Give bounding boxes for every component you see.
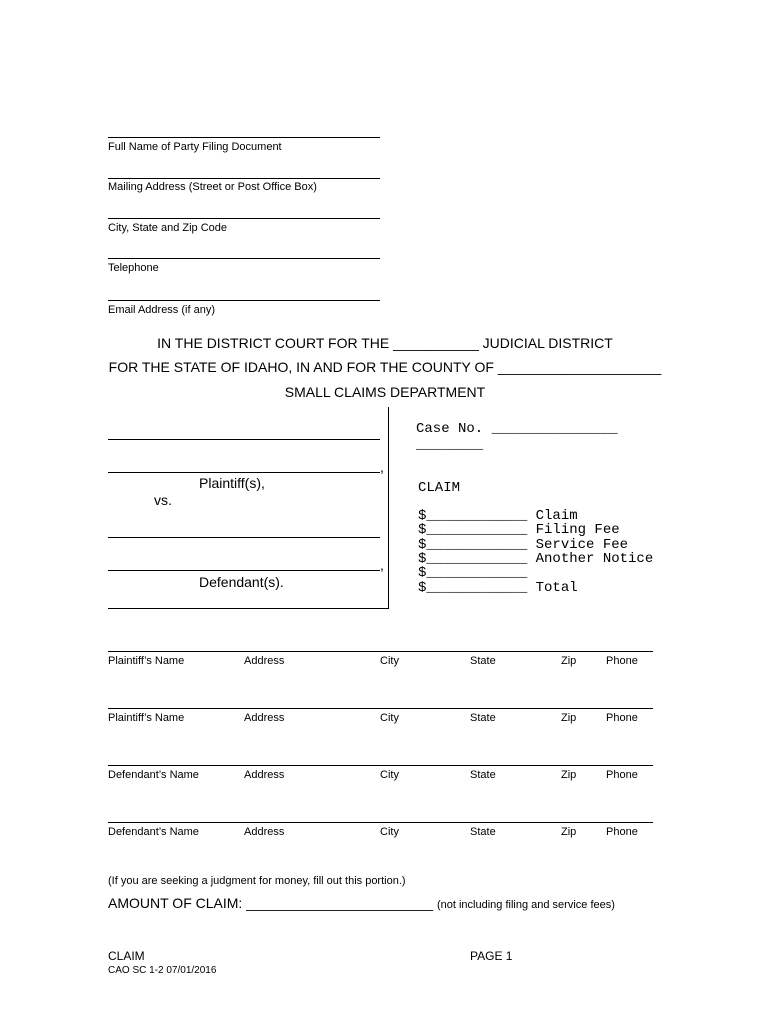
name-label: Plaintiff’s Name — [108, 712, 185, 724]
address-label: Address — [244, 712, 285, 724]
full-name-label: Full Name of Party Filing Document — [108, 141, 282, 153]
zip-label: Zip — [561, 826, 577, 838]
party-row-line[interactable] — [108, 651, 653, 652]
address-label: Address — [244, 769, 285, 781]
versus-label: vs. — [154, 492, 172, 508]
total-field[interactable]: $____________ Total — [418, 580, 578, 596]
court-header-line-1: IN THE DISTRICT COURT FOR THE ___________ JUDICIAL DISTRICT — [157, 335, 613, 351]
service-fee-field[interactable]: $____________ Service Fee — [418, 537, 629, 553]
telephone-label: Telephone — [108, 262, 159, 274]
zip-label: Zip — [561, 712, 577, 724]
email-label: Email Address (if any) — [108, 304, 215, 316]
court-header-line-3: SMALL CLAIMS DEPARTMENT — [284, 384, 486, 400]
filing-fee-field[interactable]: $____________ Filing Fee — [418, 522, 620, 538]
amount-note: (not including filing and service fees) — [436, 899, 615, 911]
case-number-field[interactable]: Case No. _______________ — [416, 421, 618, 437]
party-row-line[interactable] — [108, 708, 653, 709]
claim-amount-field[interactable]: $____________ Claim — [418, 508, 578, 524]
plaintiffs-label: Plaintiff(s), — [199, 475, 265, 491]
defendant-comma: , — [380, 557, 384, 573]
state-label: State — [470, 769, 496, 781]
amount-of-claim-row — [108, 895, 615, 911]
city-state-zip-line[interactable] — [108, 218, 380, 219]
mailing-address-line[interactable] — [108, 178, 380, 179]
plaintiff-comma: , — [380, 459, 384, 475]
city-state-zip-label: City, State and Zip Code — [108, 222, 228, 234]
phone-label: Phone — [606, 712, 638, 724]
footer-doc-title: CLAIM — [108, 949, 145, 963]
state-label: State — [470, 655, 496, 667]
city-label: City — [380, 769, 399, 781]
name-label: Defendant’s Name — [108, 769, 199, 781]
mailing-address-label: Mailing Address (Street or Post Office Box) — [108, 181, 317, 193]
phone-label: Phone — [606, 826, 638, 838]
plaintiff-line-2[interactable] — [108, 472, 380, 473]
address-label: Address — [244, 655, 285, 667]
extra-fee-field[interactable]: $____________ — [418, 565, 528, 581]
phone-label: Phone — [606, 655, 638, 667]
address-label: Address — [244, 826, 285, 838]
city-label: City — [380, 712, 399, 724]
defendant-line-1[interactable] — [108, 537, 380, 538]
caption-bottom-rule — [108, 608, 388, 609]
telephone-line[interactable] — [108, 258, 380, 259]
court-header-line-2: FOR THE STATE OF IDAHO, IN AND FOR THE COUNTY OF _____________________ — [108, 359, 662, 375]
full-name-line[interactable] — [108, 137, 380, 138]
footer-page-number: PAGE 1 — [470, 949, 513, 963]
caption-divider — [388, 407, 389, 609]
plaintiff-line-1[interactable] — [108, 439, 380, 440]
amount-field[interactable]: ________________________ — [246, 895, 434, 911]
city-label: City — [380, 655, 399, 667]
phone-label: Phone — [606, 769, 638, 781]
name-label: Plaintiff’s Name — [108, 655, 185, 667]
city-label: City — [380, 826, 399, 838]
party-row-line[interactable] — [108, 765, 653, 766]
name-label: Defendant’s Name — [108, 826, 199, 838]
another-notice-field[interactable]: $____________ Another Notice — [418, 551, 654, 567]
footer-form-code: CAO SC 1-2 07/01/2016 — [108, 965, 217, 976]
zip-label: Zip — [561, 769, 577, 781]
state-label: State — [470, 712, 496, 724]
email-line[interactable] — [108, 300, 380, 301]
zip-label: Zip — [561, 655, 577, 667]
case-number-continuation[interactable]: ________ — [416, 437, 484, 453]
defendant-line-2[interactable] — [108, 570, 380, 571]
party-row-line[interactable] — [108, 822, 653, 823]
amount-label: AMOUNT OF CLAIM: — [108, 895, 243, 911]
amount-instruction: (If you are seeking a judgment for money, fill out this portion.) — [108, 875, 406, 887]
claim-title: CLAIM — [418, 480, 461, 496]
defendants-label: Defendant(s). — [199, 574, 284, 590]
state-label: State — [470, 826, 496, 838]
